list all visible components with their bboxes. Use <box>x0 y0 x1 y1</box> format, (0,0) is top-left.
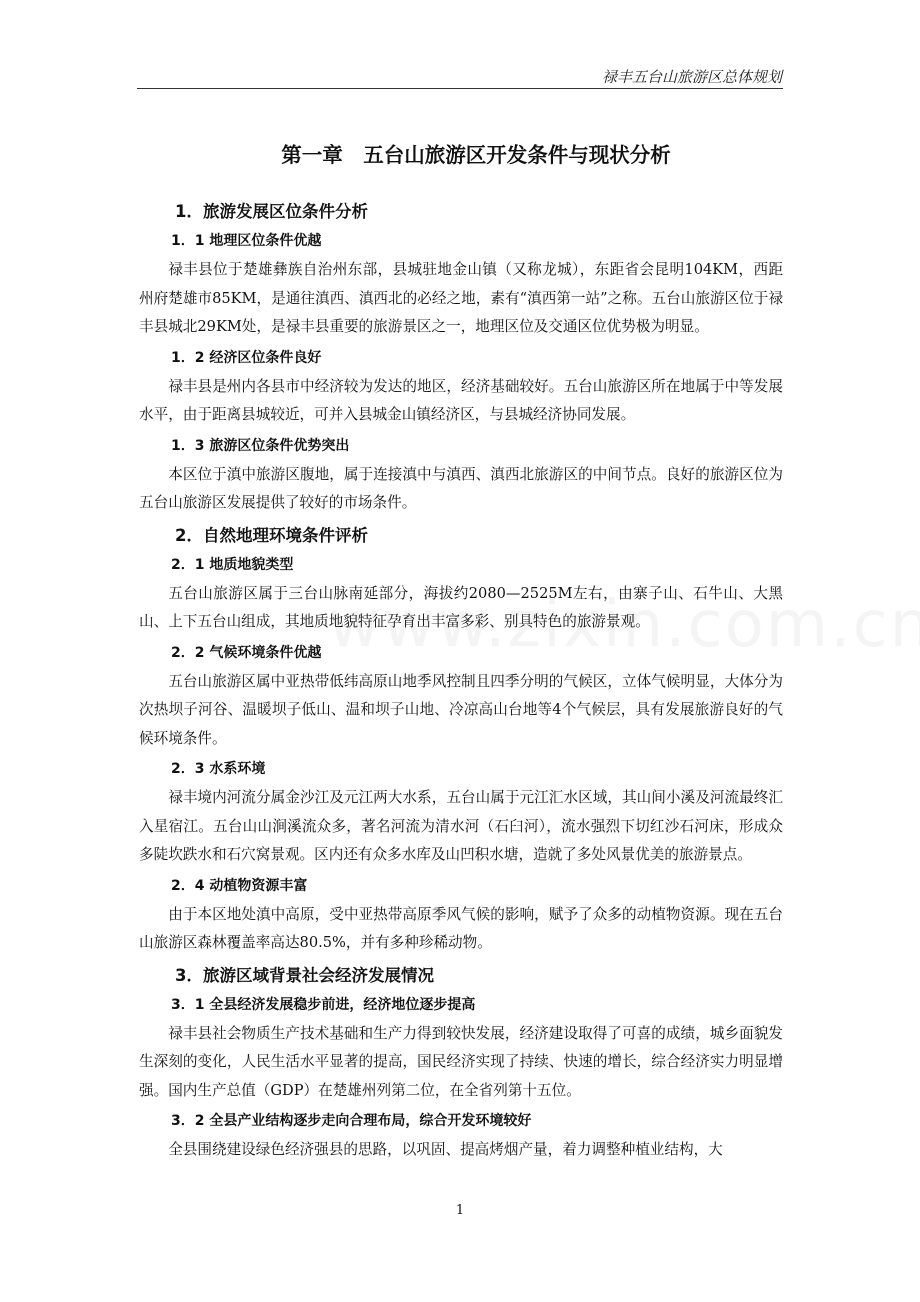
paragraph: 五台山旅游区属于三台山脉南延部分，海拔约2080—2525M左右，由寨子山、石牛山、大黑山、上下五台山组成，其地质地貌特征孕育出丰富多彩、别具特色的旅游景观。 <box>139 584 783 630</box>
paragraph: 本区位于滇中旅游区腹地，属于连接滇中与滇西、滇西北旅游区的中间节点。良好的旅游区位为五台山旅游区发展提供了较好的市场条件。 <box>139 465 783 511</box>
section-heading: 2．自然地理环境条件评析 <box>175 525 368 545</box>
subsection-heading: 2．1 地质地貌类型 <box>171 556 294 573</box>
header-rule <box>137 88 783 89</box>
paragraph: 五台山旅游区属中亚热带低纬高原山地季风控制且四季分明的气候区，立体气候明显，大体分为次热坝子河谷、温暖坝子低山、温和坝子山地、冷凉高山台地等4个气候层，具有发展旅游良好的气候环境条件。 <box>139 672 783 747</box>
page-header-title: 禄丰五台山旅游区总体规划 <box>601 68 782 86</box>
subsection-heading: 1．1 地理区位条件优越 <box>171 233 322 249</box>
paragraph: 禄丰县位于楚雄彝族自治州东部，县城驻地金山镇（又称龙城），东距省会昆明104KM，西距州府楚雄市85KM，是通往滇西、滇西北的必经之地，素有“滇西第一站”之称。五台山旅游区位于禄丰县城北29KM处，是禄丰县重要的旅游景区之一，地理区位及交通区位优势极为明显。 <box>139 261 783 335</box>
paragraph: 由于本区地处滇中高原，受中亚热带高原季风气候的影响，赋予了众多的动植物资源。现在五台山旅游区森林覆盖率高达80.5%，并有多种珍稀动物。 <box>139 905 783 951</box>
chapter-title: 第一章 五台山旅游区开发条件与现状分析 <box>281 143 671 167</box>
paragraph: 全县围绕建设绿色经济强县的思路，以巩固、提高烤烟产量，着力调整种植业结构，大 <box>168 1141 723 1158</box>
section-heading: 3．旅游区域背景社会经济发展情况 <box>175 965 434 985</box>
paragraph: 禄丰县社会物质生产技术基础和生产力得到较快发展，经济建设取得了可喜的成绩，城乡面貌发生深刻的变化，人民生活水平显著的提高，国民经济实现了持续、快速的增长，综合经济实力明显增强。国内生产总值（GDP）在楚雄州列第二位，在全省列第十五位。 <box>139 1024 783 1099</box>
section-heading: 1．旅游发展区位条件分析 <box>175 202 368 221</box>
paragraph: 禄丰境内河流分属金沙江及元江两大水系，五台山属于元江汇水区域，其山间小溪及河流最终汇入星宿江。五台山山涧溪流众多，著名河流为清水河（石臼河），流水强烈下切红沙石河床，形成众多陡坎跌水和石穴窝景观。区内还有众多水库及山凹积水塘，造就了多处风景优美的旅游景点。 <box>139 789 783 863</box>
subsection-heading: 3．1 全县经济发展稳步前进，经济地位逐步提高 <box>171 996 476 1013</box>
page-number: 1 <box>455 1203 465 1218</box>
subsection-heading: 2．3 水系环境 <box>171 761 266 777</box>
subsection-heading: 2．4 动植物资源丰富 <box>171 877 308 894</box>
subsection-heading: 1．2 经济区位条件良好 <box>171 349 322 366</box>
document-body <box>139 138 783 1167</box>
subsection-heading: 2．2 气候环境条件优越 <box>171 644 322 661</box>
subsection-heading: 1．3 旅游区位条件优势突出 <box>171 437 350 454</box>
paragraph: 禄丰县是州内各县市中经济较为发达的地区，经济基础较好。五台山旅游区所在地属于中等发展水平，由于距离县城较近，可并入县城金山镇经济区，与县城经济协同发展。 <box>139 377 783 423</box>
subsection-heading: 3．2 全县产业结构逐步走向合理布局，综合开发环境较好 <box>171 1113 532 1129</box>
